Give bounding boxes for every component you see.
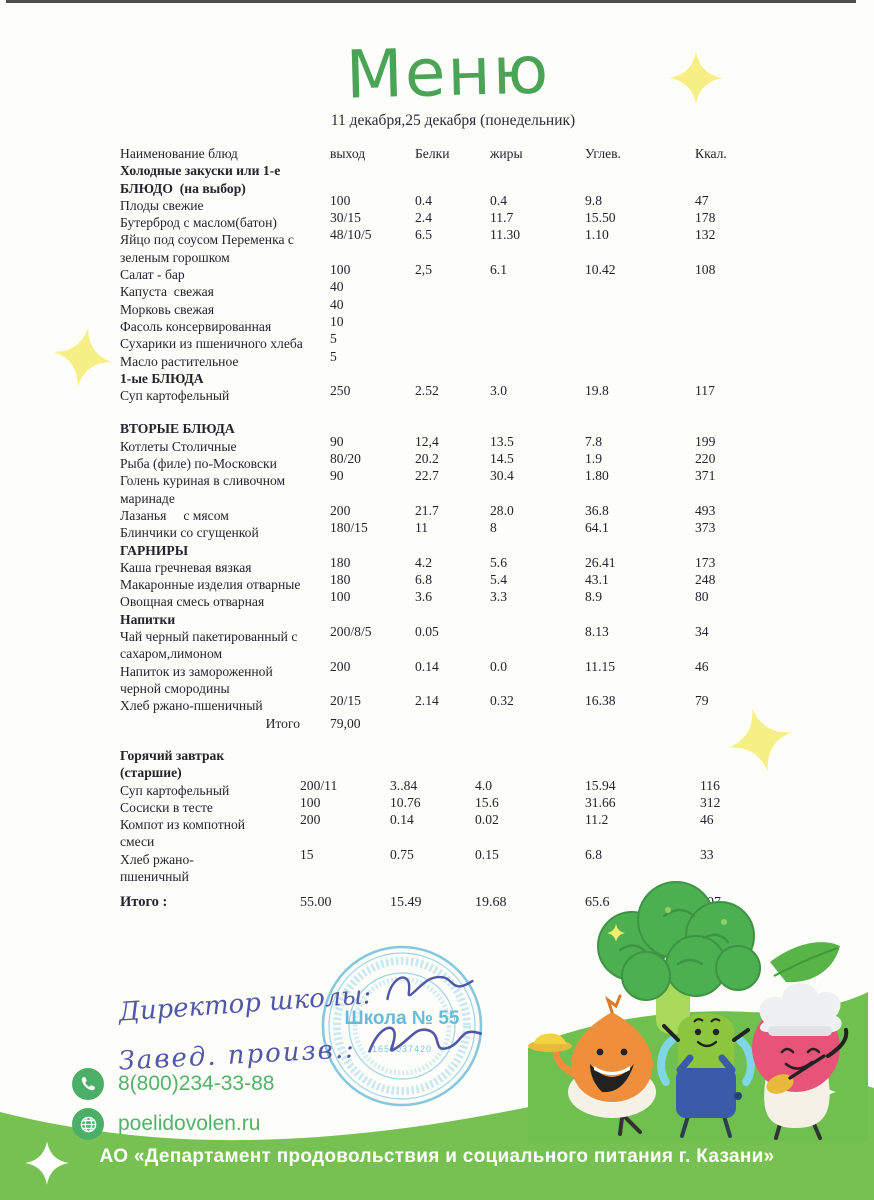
cell-out: 200/11 xyxy=(300,777,338,793)
cell-name: Холодные закуски или 1-е БЛЮДО (на выбор) xyxy=(120,163,281,196)
cell-protein: 3..84 xyxy=(390,777,418,793)
cell-protein: 12,4 xyxy=(415,433,439,449)
cell-name: ВТОРЫЕ БЛЮДА xyxy=(120,421,235,437)
cell-kcal: 248 xyxy=(695,572,716,588)
menu-item-row xyxy=(120,693,788,714)
cell-carb: 65.6 xyxy=(585,895,610,911)
cell-out: 15 xyxy=(300,846,314,862)
cell-kcal: 220 xyxy=(695,451,716,467)
cell-protein: 3.6 xyxy=(415,589,432,605)
cell-protein: 0.75 xyxy=(390,846,414,862)
cell-name: Яйцо под соусом Переменка с зеленым горошком xyxy=(120,232,294,265)
cell-kcal: 173 xyxy=(695,554,716,570)
cell-name: Лазанья с мясом xyxy=(120,507,229,523)
sparkle-icon xyxy=(668,50,724,106)
cell-carb: 8.9 xyxy=(585,589,602,605)
cell-name: Котлеты Столичные xyxy=(120,438,237,454)
cell-protein: 2.14 xyxy=(415,693,439,709)
cell-carb: 43.1 xyxy=(585,572,609,588)
cell-kcal: 371 xyxy=(695,468,716,484)
cell-out: 48/10/5 xyxy=(330,227,372,243)
cell-name: Компот из компотной смеси xyxy=(120,817,246,850)
cell-out: 90 xyxy=(330,433,344,449)
cell-kcal: 199 xyxy=(695,433,716,449)
header-fat: жиры xyxy=(490,146,523,161)
cell-carb: 15.94 xyxy=(585,777,616,793)
cell-out: 180/15 xyxy=(330,520,368,536)
cell-name: ГАРНИРЫ xyxy=(120,542,189,558)
menu-item-row xyxy=(120,520,788,541)
stamp-center-text: Школа № 55 xyxy=(344,1008,460,1029)
cell-protein: 2,5 xyxy=(415,262,432,278)
cell-carb: 6.8 xyxy=(585,846,602,862)
stamp-number: 1658037420 xyxy=(371,1044,433,1054)
cell-carb: 1.80 xyxy=(585,468,609,484)
cell-out: 30/15 xyxy=(330,210,361,226)
cell-carb: 26.41 xyxy=(585,554,616,570)
cell-name: Блинчики со сгущенкой xyxy=(120,525,259,541)
website-contact xyxy=(72,1108,260,1140)
cell-name: Горячий завтрак (старшие) xyxy=(120,748,225,781)
cell-out: 40 xyxy=(330,279,344,295)
cell-kcal: 132 xyxy=(695,227,716,243)
cell-protein: 0.05 xyxy=(415,624,439,640)
cell-name: Итого : xyxy=(120,894,168,911)
cell-fat: 4.0 xyxy=(475,777,492,793)
header-out: выход xyxy=(330,146,366,161)
cell-out: 90 xyxy=(330,468,344,484)
cell-kcal: 34 xyxy=(695,624,709,640)
cell-protein: 10.76 xyxy=(390,794,421,810)
menu-item-row xyxy=(120,313,788,335)
menu-item-row xyxy=(120,589,788,610)
cell-name: Напиток из замороженной черной смородины xyxy=(120,663,273,696)
cell-out: 5 xyxy=(330,348,337,364)
cell-out: 200 xyxy=(300,812,321,828)
header-kcal: Ккал. xyxy=(695,146,727,161)
cell-fat: 5.4 xyxy=(490,572,507,588)
cell-out: 100 xyxy=(330,192,351,208)
menu-item-row xyxy=(120,348,788,370)
cell-out: 55.00 xyxy=(300,895,332,911)
menu-item-row xyxy=(120,383,788,404)
cell-carb: 9.8 xyxy=(585,192,602,208)
cell-protein: 2.52 xyxy=(415,383,439,399)
cell-name: Плоды свежие xyxy=(120,197,204,213)
cell-out: 80/20 xyxy=(330,451,361,467)
cell-out: 200 xyxy=(330,502,351,518)
cell-fat: 15.6 xyxy=(475,794,499,810)
cell-carb: 19.8 xyxy=(585,383,609,399)
scan-edge-top xyxy=(6,0,856,3)
cell-fat: 13.5 xyxy=(490,433,514,449)
website-url: poelidovolen.ru xyxy=(118,1112,261,1135)
cell-protein: 20.2 xyxy=(415,451,439,467)
cell-kcal: 108 xyxy=(695,262,716,278)
cell-carb: 10.42 xyxy=(585,262,616,278)
cell-fat: 28.0 xyxy=(490,502,514,518)
cell-name: Салат - бар xyxy=(120,267,185,283)
menu-item-row xyxy=(120,331,788,352)
globe-icon xyxy=(72,1108,104,1140)
cell-protein: 21.7 xyxy=(415,502,439,518)
cell-kcal: 47 xyxy=(695,192,709,208)
cell-carb: 1.9 xyxy=(585,451,602,467)
menu-item-row xyxy=(120,296,788,318)
cell-fat: 3.0 xyxy=(490,383,507,399)
cell-name: Масло растительное xyxy=(120,353,239,369)
cell-kcal: 312 xyxy=(700,794,721,810)
broccoli-character xyxy=(598,882,760,1034)
cell-protein: 6.8 xyxy=(415,572,432,588)
cell-protein: 22.7 xyxy=(415,468,439,484)
signature-squiggle-icon xyxy=(379,963,478,1010)
menu-total-row xyxy=(120,715,788,732)
cell-out: 180 xyxy=(330,554,351,570)
cell-kcal: 46 xyxy=(700,812,714,828)
cell-name: Рыба (филе) по-Московски xyxy=(120,456,277,472)
cell-name: Итого xyxy=(265,715,300,731)
cell-carb: 8.13 xyxy=(585,624,609,640)
cell-name: Фасоль консервированная xyxy=(120,318,272,334)
cell-out: 200/8/5 xyxy=(330,624,372,640)
cell-kcal: 80 xyxy=(695,589,709,605)
cell-name: Суп картофельный xyxy=(120,388,230,404)
header-protein: Белки xyxy=(415,146,450,161)
cell-out: 200 xyxy=(330,658,351,674)
cell-name: Морковь свежая xyxy=(120,301,215,317)
cell-kcal: 493 xyxy=(695,502,716,518)
cell-carb: 15.50 xyxy=(585,210,616,226)
cell-out: 100 xyxy=(330,262,351,278)
cell-kcal: 33 xyxy=(700,846,714,862)
cell-name: Хлеб ржано-пшеничный xyxy=(120,698,263,714)
cell-name: Напитки xyxy=(120,611,176,627)
cell-kcal: 46 xyxy=(695,658,709,674)
cell-fat: 8 xyxy=(490,520,497,536)
cell-protein: 6.5 xyxy=(415,227,432,243)
cell-protein: 15.49 xyxy=(390,895,422,911)
cell-carb: 7.8 xyxy=(585,433,602,449)
cell-fat: 11.30 xyxy=(490,227,521,243)
header-carb: Углев. xyxy=(585,146,621,161)
cell-carb: 11.2 xyxy=(585,812,609,828)
cell-out: 40 xyxy=(330,296,344,312)
cell-kcal: 178 xyxy=(695,210,716,226)
cell-out: 79,00 xyxy=(330,715,361,731)
star-icon xyxy=(24,1140,70,1186)
cell-name: Макаронные изделия отварные xyxy=(120,577,301,593)
cell-protein: 0.14 xyxy=(390,812,414,828)
cell-carb: 64.1 xyxy=(585,520,609,536)
menu-item-row xyxy=(120,262,788,283)
cell-carb: 1.10 xyxy=(585,227,609,243)
menu-item-row xyxy=(120,279,788,300)
cell-carb: 16.38 xyxy=(585,693,616,709)
cell-carb: 11.15 xyxy=(585,658,616,674)
cell-name: Хлеб ржано- пшеничный xyxy=(120,851,194,885)
cell-protein: 4.2 xyxy=(415,554,432,570)
page-title: Меню xyxy=(344,31,552,114)
cell-fat: 0.4 xyxy=(490,192,507,208)
cell-out: 100 xyxy=(330,589,351,605)
cell-out: 180 xyxy=(330,572,351,588)
phone-icon xyxy=(72,1068,104,1100)
cell-kcal: 116 xyxy=(700,777,720,793)
cell-fat: 0.02 xyxy=(475,812,499,828)
cell-name: Сосиски в тесте xyxy=(120,799,213,815)
cell-fat: 30.4 xyxy=(490,468,514,484)
cell-fat: 3.3 xyxy=(490,589,507,605)
header-name: Наименование блюд xyxy=(120,146,238,161)
spacer-row xyxy=(120,404,788,420)
phone-contact xyxy=(72,1068,274,1100)
signature-label: Завед. произв.: xyxy=(117,1034,357,1077)
cell-out: 250 xyxy=(330,383,351,399)
cell-name: Голень куриная в сливочном маринаде xyxy=(120,473,286,506)
menu-rows xyxy=(120,162,788,732)
signature-label: Директор школы: xyxy=(117,980,373,1028)
cell-protein: 0.4 xyxy=(415,192,432,208)
cell-fat: 6.1 xyxy=(490,262,507,278)
cell-protein: 11 xyxy=(415,520,429,536)
phone-number: 8(800)234-33-88 xyxy=(118,1072,275,1095)
cell-name: Бутерброд с маслом(батон) xyxy=(120,215,277,231)
leaf-icon xyxy=(770,942,840,982)
cell-fat: 0.15 xyxy=(475,846,499,862)
cell-carb: 36.8 xyxy=(585,502,609,518)
cell-name: Сухарики из пшеничного хлеба xyxy=(120,336,303,352)
cell-name: Овощная смесь отварная xyxy=(120,594,265,610)
cell-kcal: 373 xyxy=(695,520,716,536)
cell-fat: 5.6 xyxy=(490,554,507,570)
cell-protein: 2.4 xyxy=(415,210,432,226)
cell-carb: 31.66 xyxy=(585,794,616,810)
cell-kcal: 79 xyxy=(695,693,709,709)
cell-out: 10 xyxy=(330,313,344,329)
vegetable-characters-illustration xyxy=(528,880,868,1142)
cell-name: Капуста свежая xyxy=(120,284,214,300)
cell-name: Каша гречневая вязкая xyxy=(120,559,252,575)
date-line: 11 декабря,25 декабря (понедельник) xyxy=(330,112,576,129)
cell-out: 100 xyxy=(300,794,321,810)
cell-name: 1-ые БЛЮДА xyxy=(120,370,204,386)
cell-name: Чай черный пакетированный с сахаром,лимоном xyxy=(120,629,298,662)
cell-out: 5 xyxy=(330,331,337,347)
sparkle-icon xyxy=(47,321,119,393)
footer-text: АО «Департамент продовольствия и социального питания г. Казани» xyxy=(99,1146,775,1167)
cell-fat: 14.5 xyxy=(490,451,514,467)
cell-fat: 0.32 xyxy=(490,693,514,709)
cell-protein: 0.14 xyxy=(415,658,439,674)
cell-out: 20/15 xyxy=(330,693,361,709)
menu-table xyxy=(120,145,788,732)
table-header-row xyxy=(120,145,788,162)
cell-kcal: 117 xyxy=(695,383,715,399)
cell-fat: 0.0 xyxy=(490,658,507,674)
cell-fat: 19.68 xyxy=(475,895,507,911)
cell-name: Суп картофельный xyxy=(120,782,230,798)
cell-fat: 11.7 xyxy=(490,210,514,226)
